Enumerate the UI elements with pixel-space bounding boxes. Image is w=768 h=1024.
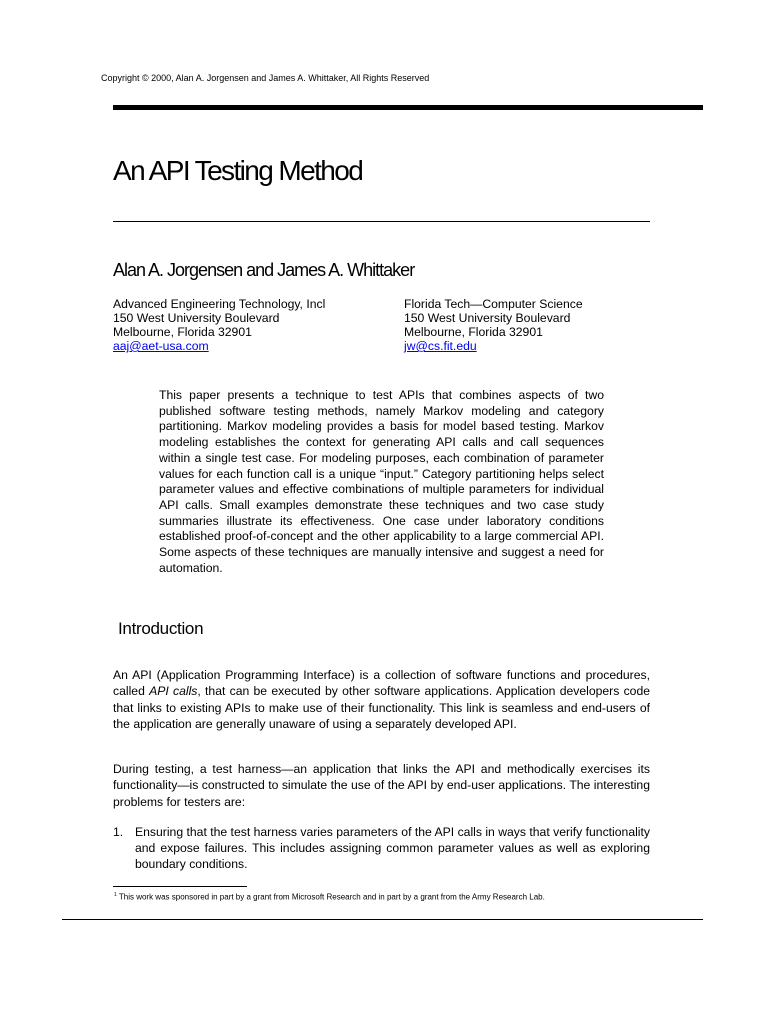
paragraph-text: An API (Application Programming Interface) is a collection of software functions and procedures, called <box>113 668 650 699</box>
footnote <box>114 892 545 902</box>
paper-title: An API Testing Method <box>113 155 363 186</box>
footnote-marker: 1 <box>114 892 117 898</box>
section-heading-introduction: Introduction <box>118 619 204 638</box>
title-rule <box>113 221 650 222</box>
affiliation-city: Melbourne, Florida 32901 <box>404 325 543 339</box>
abstract: This paper presents a technique to test APIs that combines aspects of two published software testing methods, namely Markov modeling and category partitioning. Markov modeling provides a basis for model based testing. Markov modeling establishes the context for generating API calls and call sequences within a single test case. For modeling purposes, each combination of parameter values for each function call is a unique “input.” Category partitioning helps select parameter values and effective combinations of multiple parameters for individual API calls. Small examples demonstrate these techniques and two case study summaries illustrate its effectiveness. One case under laboratory conditions established proof-of-concept and the other applicability to a large commercial API. Some aspects of these techniques are manually intensive and suggest a need for automation. <box>159 388 604 575</box>
affiliation-2 <box>404 297 583 353</box>
term-api-calls: API calls <box>149 684 198 699</box>
affiliation-org: Florida Tech—Computer Science <box>404 297 583 311</box>
paragraph-text: , that can be executed by other software applications. Application developers code that links to existing APIs to make use of their functionality. This link is seamless and end-users of the application are generally unaware of using a separately developed API. <box>113 684 651 731</box>
affiliation-city: Melbourne, Florida 32901 <box>113 325 252 339</box>
author-email-link[interactable]: aaj@aet-usa.com <box>113 339 209 353</box>
list-item <box>113 824 650 872</box>
affiliation-1 <box>113 297 325 353</box>
intro-paragraph-1 <box>113 667 650 732</box>
list-number: 1. <box>113 825 124 839</box>
copyright-notice: Copyright © 2000, Alan A. Jorgensen and James A. Whittaker, All Rights Reserved <box>101 73 430 83</box>
paper-authors: Alan A. Jorgensen and James A. Whittaker <box>113 260 415 280</box>
affiliation-street: 150 West University Boulevard <box>113 311 280 325</box>
affiliation-street: 150 West University Boulevard <box>404 311 571 325</box>
header-rule <box>113 105 703 110</box>
intro-paragraph-2: During testing, a test harness—an application that links the API and methodically exercises its functionality—is constructed to simulate the use of the API by end-user applications. The interesting problems for testers are: <box>113 762 650 809</box>
footnote-text: This work was sponsored in part by a grant from Microsoft Research and in part by a grant from the Army Research Lab. <box>118 892 545 902</box>
affiliation-org: Advanced Engineering Technology, Incl <box>113 297 326 311</box>
author-email-link[interactable]: jw@cs.fit.edu <box>404 339 477 353</box>
footnote-rule <box>113 886 247 887</box>
list-text: Ensuring that the test harness varies parameters of the API calls in ways that verify functionality and expose failures. This includes assigning common parameter values as well as exploring boundary conditions. <box>135 825 650 871</box>
page-bottom-rule <box>62 919 703 920</box>
